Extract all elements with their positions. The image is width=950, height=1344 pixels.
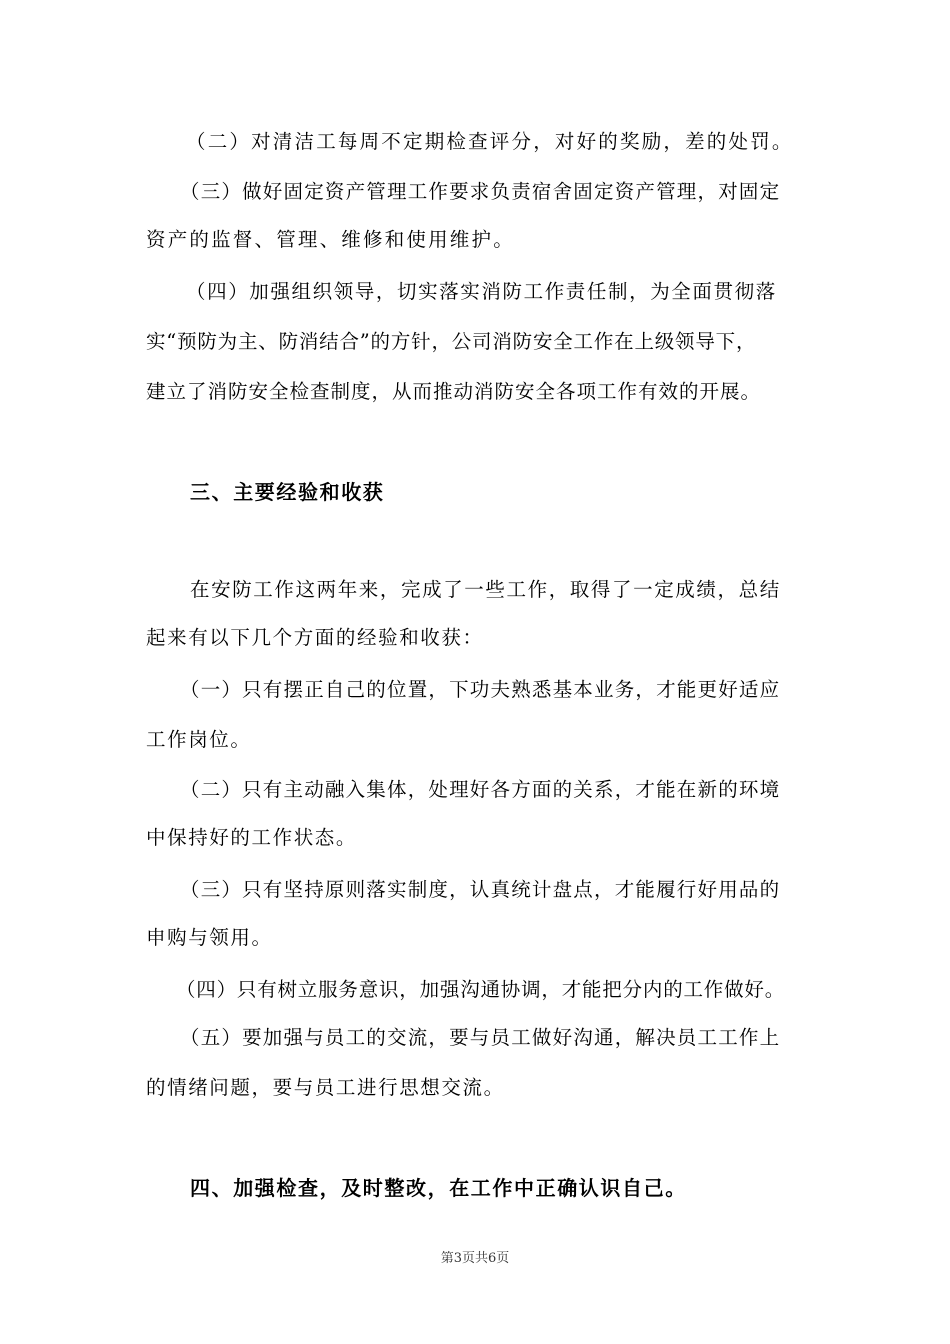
- paragraph-line: （三）做好固定资产管理工作要求负责宿舍固定资产管理，对固定: [180, 180, 781, 203]
- section-heading: 三、主要经验和收获: [190, 480, 385, 504]
- paragraph-line: 申购与领用。: [146, 926, 273, 949]
- paragraph-line: （一）只有摆正自己的位置，下功夫熟悉基本业务，才能更好适应: [180, 678, 781, 701]
- paragraph-line: 工作岗位。: [146, 728, 252, 751]
- paragraph-line: 中保持好的工作状态。: [146, 826, 358, 849]
- paragraph-line: 起来有以下几个方面的经验和收获：: [146, 626, 484, 649]
- paragraph-line: 在安防工作这两年来，完成了一些工作，取得了一定成绩，总结: [190, 578, 781, 601]
- paragraph-line: 的情绪问题，要与员工进行思想交流。: [146, 1076, 505, 1099]
- section-heading: 四、加强检查，及时整改，在工作中正确认识自己。: [190, 1176, 687, 1200]
- paragraph-line: （二）对清洁工每周不定期检查评分，对好的奖励，差的处罚。: [186, 130, 794, 153]
- paragraph-line: （四）只有树立服务意识，加强沟通协调，才能把分内的工作做好。: [176, 978, 786, 1001]
- paragraph-line: （五）要加强与员工的交流，要与员工做好沟通，解决员工工作上: [180, 1026, 781, 1049]
- paragraph-line: 资产的监督、管理、维修和使用维护。: [146, 228, 515, 251]
- paragraph-line: 实“预防为主、防消结合”的方针，公司消防安全工作在上级领导下，: [146, 330, 757, 353]
- paragraph-line: 建立了消防安全检查制度，从而推动消防安全各项工作有效的开展。: [146, 380, 762, 403]
- paragraph-line: （三）只有坚持原则落实制度，认真统计盘点，才能履行好用品的: [180, 878, 781, 901]
- page-number-footer: 第3页共6页: [440, 1251, 510, 1266]
- paragraph-line: （四）加强组织领导，切实落实消防工作责任制，为全面贯彻落: [186, 280, 777, 303]
- paragraph-line: （二）只有主动融入集体，处理好各方面的关系，才能在新的环境: [180, 778, 781, 801]
